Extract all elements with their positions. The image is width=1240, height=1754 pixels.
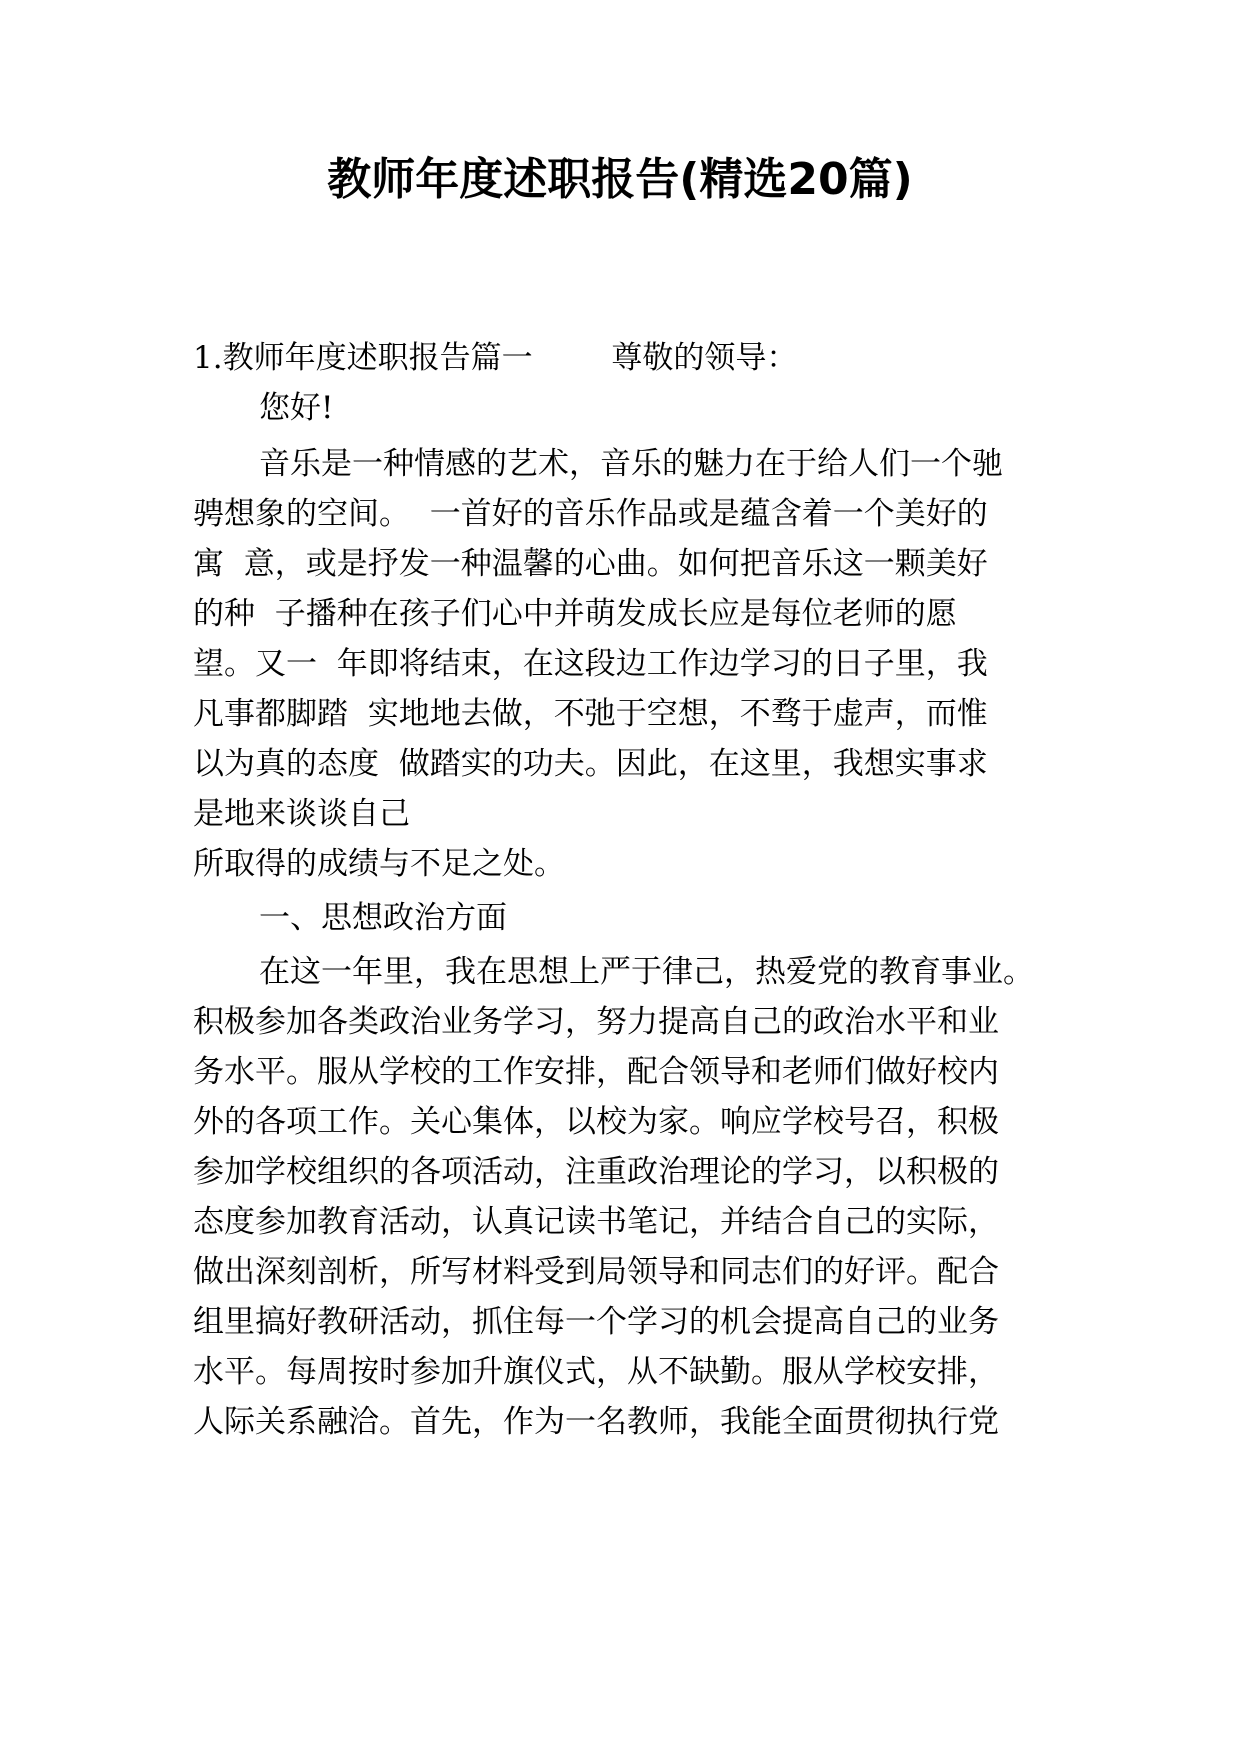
text-line: 外的各项工作。关心集体，以校为家。响应学校号召，积极 — [193, 1104, 999, 1140]
text-line: 音乐是一种情感的艺术，音乐的魅力在于给人们一个驰 — [259, 446, 1003, 482]
text-line: 1.教师年度述职报告篇一 尊敬的领导： — [193, 340, 798, 376]
text-line: 是地来谈谈自己 — [193, 796, 410, 832]
text-line: 在这一年里，我在思想上严于律己，热爱党的教育事业。 — [259, 954, 1034, 990]
section-heading: 一、思想政治方面 — [259, 900, 507, 936]
text-line: 所取得的成绩与不足之处。 — [193, 846, 565, 882]
text-line: 以为真的态度 做踏实的功夫。因此，在这里，我想实事求 — [193, 746, 988, 782]
text-line: 务水平。服从学校的工作安排，配合领导和老师们做好校内 — [193, 1054, 999, 1090]
text-line: 人际关系融洽。首先，作为一名教师，我能全面贯彻执行党 — [193, 1404, 999, 1440]
text-line: 做出深刻剖析，所写材料受到局领导和同志们的好评。配合 — [193, 1254, 999, 1290]
text-line: 的种 子播种在孩子们心中并萌发成长应是每位老师的愿 — [193, 596, 957, 632]
text-line: 寓 意，或是抒发一种温馨的心曲。如何把音乐这一颗美好 — [193, 546, 988, 582]
text-line: 您好! — [259, 390, 334, 426]
text-line: 积极参加各类政治业务学习，努力提高自己的政治水平和业 — [193, 1004, 999, 1040]
text-line: 望。又一 年即将结束，在这段边工作边学习的日子里，我 — [193, 646, 988, 682]
document-body — [193, 333, 1053, 1447]
text-line: 骋想象的空间。 一首好的音乐作品或是蕴含着一个美好的 — [193, 496, 988, 532]
text-line: 态度参加教育活动，认真记读书笔记，并结合自己的实际， — [193, 1204, 999, 1240]
text-line: 组里搞好教研活动，抓住每一个学习的机会提高自己的业务 — [193, 1304, 999, 1340]
document-title: 教师年度述职报告(精选20篇) — [327, 154, 913, 205]
text-line: 水平。每周按时参加升旗仪式，从不缺勤。服从学校安排， — [193, 1354, 999, 1390]
text-line: 凡事都脚踏 实地地去做，不弛于空想，不骛于虚声，而惟 — [193, 696, 988, 732]
text-line: 参加学校组织的各项活动，注重政治理论的学习，以积极的 — [193, 1154, 999, 1190]
